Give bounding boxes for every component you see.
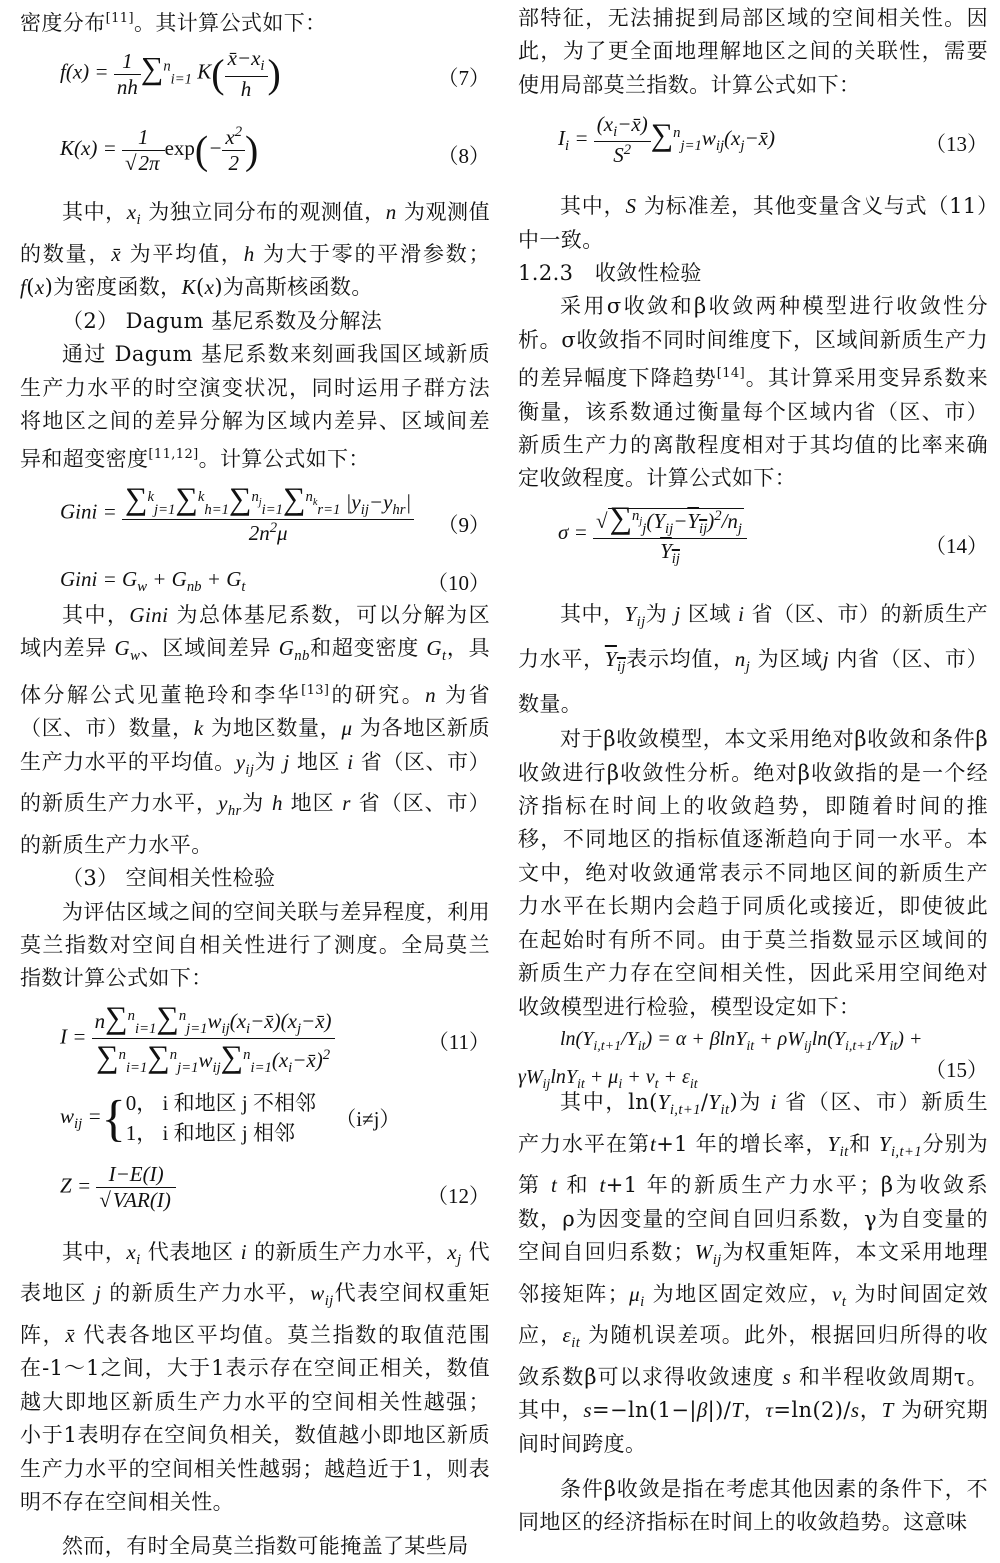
equation-8: K(x) = $\frac{1}{√2\pi}$ exp(− $\frac{x^2}{2}$ ) （8） bbox=[60, 124, 490, 176]
equation-number-13: （13） bbox=[925, 132, 988, 157]
left-column bbox=[20, 0, 490, 1563]
equation-number-7: （7） bbox=[437, 66, 490, 91]
equation-number-14: （14） bbox=[925, 533, 988, 558]
equation-11: I = $\frac{n\sum^n_{i=1}\sum^n_{j=1}w_{ij}(x_i-x̄)(x_j-x̄)}{\sum^n_{i=1}\sum^n_{j=1}w_{ij}\sum^n_{i=1}(x_i-x̄)^2}$ （11） bbox=[60, 999, 490, 1077]
equation-9: Gini = $\frac{\sum^k_{j=1}\sum^k_{h=1}\sum^{n_j}_{i=1}\sum^{n_k}_{r=1} |y_{ij}-y_{hr}|}{2n^2\mu}$ （9） bbox=[60, 480, 490, 546]
paragraph-sigma-convergence: 采用σ收敛和β收敛两种模型进行收敛性分析。σ收敛指不同时间维度下，区域间新质生产力的差异幅度下降趋势[14]。其计算采用变异系数来衡量，该系数通过衡量每个区域内省（区、市）新质生产力的离散程度相对于其均值的比率来确定收敛程度。计算公式如下： bbox=[518, 294, 988, 491]
paragraph-beta-convergence: 对于β收敛模型，本文采用绝对β收敛和条件β收敛进行β收敛性分析。绝对β收敛指的是一个经济指标在时间上的收敛趋势，即随着时间的推移，不同地区的指标值逐渐趋向于同一水平。本文中，绝对收敛通常表示不同地区间的新质生产力水平在长期内会趋于同质化或接近，即使彼此在起始时有所不同。由于莫兰指数显示区域间的新质生产力存在空间相关性，因此采用空间绝对收敛模型进行检验，模型设定如下： bbox=[518, 727, 988, 1019]
paragraph-global-moran-limit: 然而，有时全局莫兰指数可能掩盖了某些局 bbox=[62, 1533, 469, 1558]
equation-number-10: （10） bbox=[427, 570, 490, 595]
paragraph-local-moran-variables: 其中，S 为标准差，其他变量含义与式（11）中一致。 bbox=[518, 194, 989, 252]
equation-number-15: （15） bbox=[925, 1057, 988, 1082]
paragraph-conditional-beta: 条件β收敛是指在考虑其他因素的条件下，不同地区的经济指标在时间上的收敛趋势。这意味 bbox=[518, 1476, 988, 1535]
paragraph-kde-variables: 其中，$x_i$ 为独立同分布的观测值，n 为观测值的数量，x̄ 为平均值，h 为大于零的平滑参数；f(x)为密度函数，K(x)为高斯核函数。 bbox=[20, 200, 491, 300]
equation-10: Gini = $G_w + G_{nb} + G_t$ （10） bbox=[60, 566, 490, 596]
paragraph-dagum-intro: 通过 Dagum 基尼系数来刻画我国区域新质生产力水平的时空演变状况，同时运用子群方法将地区之间的差异分解为区域内差异、区域间差异和超变密度[11,12]。计算公式如下： bbox=[20, 342, 490, 472]
paragraph-moran-intro: 为评估区域之间的空间关联与差异程度，利用莫兰指数对空间自相关性进行了测度。全局莫兰指数计算公式如下： bbox=[20, 899, 490, 991]
equation-number-11: （11） bbox=[427, 1029, 490, 1054]
heading-convergence-test: 1.2.3 收敛性检验 bbox=[518, 261, 702, 286]
paragraph-gini-variables: 其中，Gini 为总体基尼系数，可以分解为区域内差异 $G_w$、区域间差异 $G_{nb}$和超变密度 $G_t$，具体分解公式见董艳玲和李华[13]的研究。n 为省（区、市）数量，k 为地区数量，μ 为各地区新质生产力水平的平均值。$y_{ij}$为 j 地区 i 省（区、市）的新质生产力水平，$y_{hr}$为 h 地区 r 省（区、市）的新质生产力水平。 bbox=[20, 602, 491, 857]
paragraph-moran-variables: 其中，$x_i$ 代表地区 i 的新质生产力水平，$x_j$ 代表地区 j 的新质生产力水平，$w_{ij}$代表空间权重矩阵，x̄ 代表各地区平均值。莫兰指数的取值范围在-1～1之间，大于1表示存在空间正相关，数值越大即地区新质生产力水平的空间相关性越强；小于1表明存在空间负相关，数值越小即地区新质生产力水平的空间相关性越弱；越趋近于1，则表明不存在空间相关性。 bbox=[20, 1239, 491, 1515]
heading-dagum-gini: （2） Dagum 基尼系数及分解法 bbox=[62, 308, 383, 333]
heading-spatial-correlation: （3） 空间相关性检验 bbox=[62, 866, 276, 891]
paragraph-intro-kde: 密度分布[11]。其计算公式如下： bbox=[20, 11, 327, 35]
equation-15: $\ln(Y_{i,t+1}/Y_{it}) = \alpha + \beta\ln Y_{it} + \rho W_{ij}\ln(Y_{i,t+1}/Y_{it})$ + $\gamma W_{ij}\ln Y_{it} + \mu_i + v_t + \varepsilon_{it}$ （15） bbox=[518, 1027, 988, 1092]
equation-12: Z = $\frac{I-E(I)}{\text{√VAR(I)}}$ （12） bbox=[60, 1161, 490, 1212]
equation-13: $I_i$ = $\frac{(x_i-x̄)}{S^2}$ $\sum^n_{j=1}w_{ij}(x_j-x̄)$ （13） bbox=[558, 112, 988, 168]
equation-7: f(x) = $\frac{1}{nh}$ ∑$^n_{i=1}$ K( $\frac{x̄-x_i}{h}$ ) （7） bbox=[60, 46, 490, 101]
paragraph-local-moran-intro: 部特征，无法捕捉到局部区域的空间相关性。因此，为了更全面地理解地区之间的关联性，需要使用局部莫兰指数。计算公式如下： bbox=[518, 6, 988, 97]
paragraph-beta-variables: 其中，$\ln(Y_{i,t+1}/Y_{it})$为 i 省（区、市）新质生产力水平在第t+1 年的增长率，$Y_{it}$和 $Y_{i,t+1}$分别为第 t 和 t+1 年的新质生产力水平；β为收敛系数，ρ为因变量的空间自回归系数，γ为自变量的空间自回归系数；$W_{ij}$为权重矩阵，本文采用地理邻接矩阵；$\mu_i$ 为地区固定效应，$v_t$ 为时间固定效应，$\varepsilon_{it}$ 为随机误差项。此外，根据回归所得的收敛系数β可以求得收敛速度 s 和半程收敛周期τ。其中，s=−ln(1−|β|)/T，τ=ln(2)/s，T 为研究期间时间跨度。 bbox=[518, 1089, 989, 1456]
equation-number-9: （9） bbox=[437, 512, 490, 537]
equation-14: σ = $\frac{√\sum^{n_j}_j(Y_{ij}-Y_{ij})^2/n_j}{Y_{ij}}$ （14） bbox=[558, 499, 988, 568]
equation-number-12: （12） bbox=[427, 1183, 490, 1208]
right-column bbox=[518, 0, 988, 1540]
paragraph-sigma-variables: 其中，$Y_{ij}$为 j 区域 i 省（区、市）的新质生产力水平，$Y_{ij}$表示均值，$n_j$ 为区域j 内省（区、市）数量。 bbox=[518, 601, 989, 717]
equation-number-8: （8） bbox=[437, 144, 490, 169]
equation-weight-matrix: $w_{ij}$ ={ 0， i 和地区 j 不相邻 1， i 和地区 j 相邻 （i≠j） bbox=[60, 1089, 401, 1146]
